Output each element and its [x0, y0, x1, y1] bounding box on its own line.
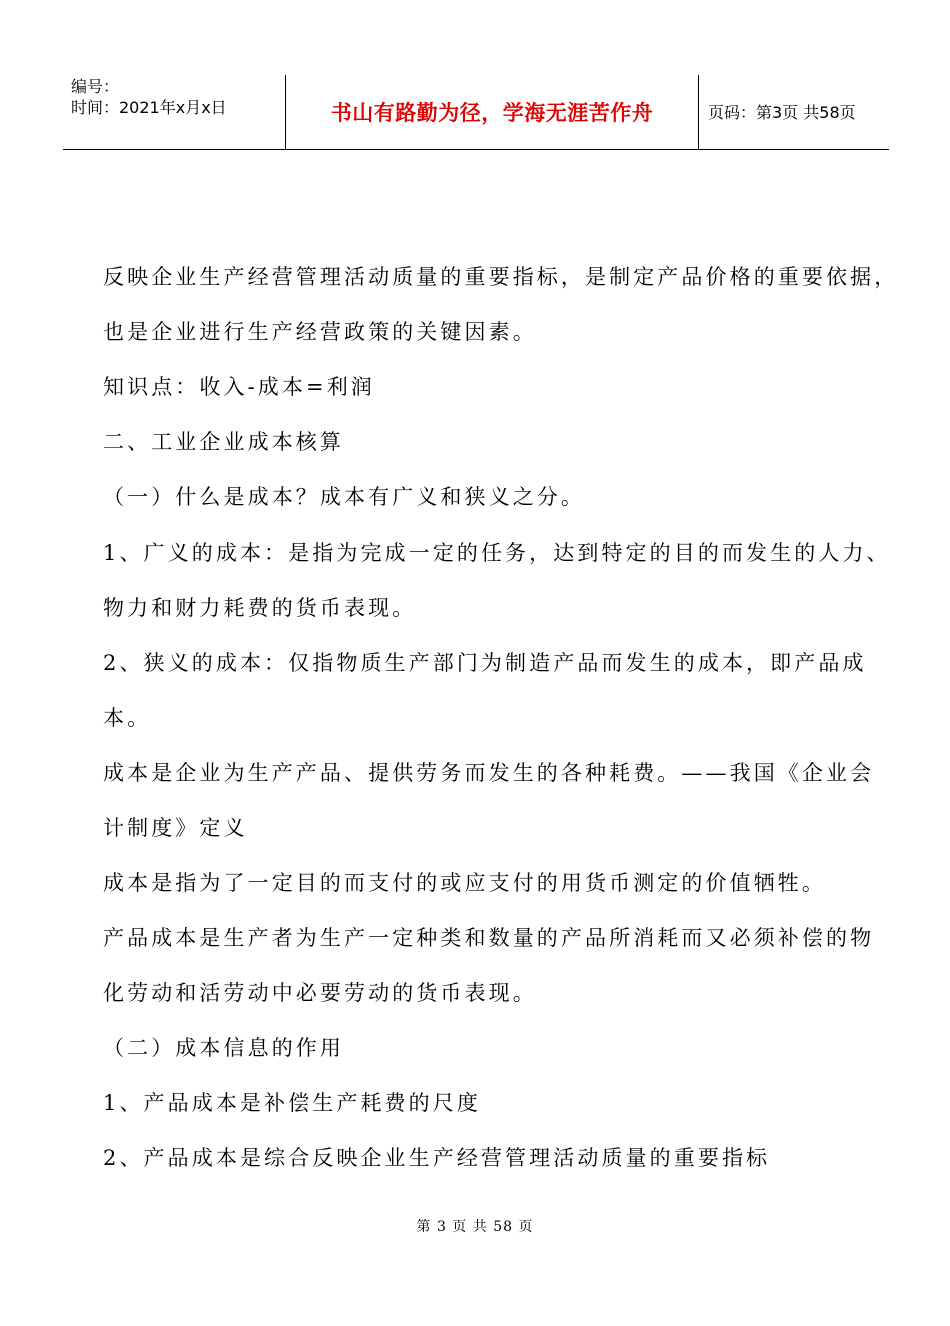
body-line: 1、广义的成本：是指为完成一定的任务，达到特定的目的而发生的人力、	[103, 541, 891, 565]
header-motto-cell	[286, 75, 699, 149]
subsection-heading: （二）成本信息的作用	[103, 1036, 344, 1060]
body-line: 计制度》定义	[103, 816, 248, 840]
body-line: 1、产品成本是补偿生产耗费的尺度	[103, 1091, 481, 1115]
page-info: 页码：第3页 共58页	[708, 103, 856, 122]
document-header	[63, 75, 889, 150]
subsection-heading: （一）什么是成本？成本有广义和狭义之分。	[103, 485, 585, 509]
serial-number-label: 编号：	[71, 77, 120, 96]
header-page-cell	[699, 75, 889, 149]
body-line: 成本是企业为生产产品、提供劳务而发生的各种耗费。——我国《企业会	[103, 761, 875, 785]
section-heading: 二、工业企业成本核算	[103, 430, 344, 454]
date-label: 时间：2021年x月x日	[71, 98, 227, 117]
body-line: 2、狭义的成本：仅指物质生产部门为制造产品而发生的成本，即产品成	[103, 651, 867, 675]
header-meta-cell	[63, 75, 286, 149]
body-line: 产品成本是生产者为生产一定种类和数量的产品所消耗而又必须补偿的物	[103, 926, 875, 950]
body-line: 知识点：收入-成本=利润	[103, 375, 375, 399]
body-line: 物力和财力耗费的货币表现。	[103, 596, 417, 620]
body-line: 反映企业生产经营管理活动质量的重要指标，是制定产品价格的重要依据，	[103, 265, 899, 289]
body-line: 成本是指为了一定目的而支付的或应支付的用货币测定的价值牺牲。	[103, 871, 826, 895]
body-line: 也是企业进行生产经营政策的关键因素。	[103, 320, 537, 344]
body-line: 化劳动和活劳动中必要劳动的货币表现。	[103, 981, 537, 1005]
body-line: 本。	[103, 706, 152, 730]
body-line: 2、产品成本是综合反映企业生产经营管理活动质量的重要指标	[103, 1146, 771, 1170]
page-footer: 第 3 页 共 58 页	[416, 1219, 534, 1235]
motto-text: 书山有路勤为径，学海无涯苦作舟	[330, 101, 654, 125]
